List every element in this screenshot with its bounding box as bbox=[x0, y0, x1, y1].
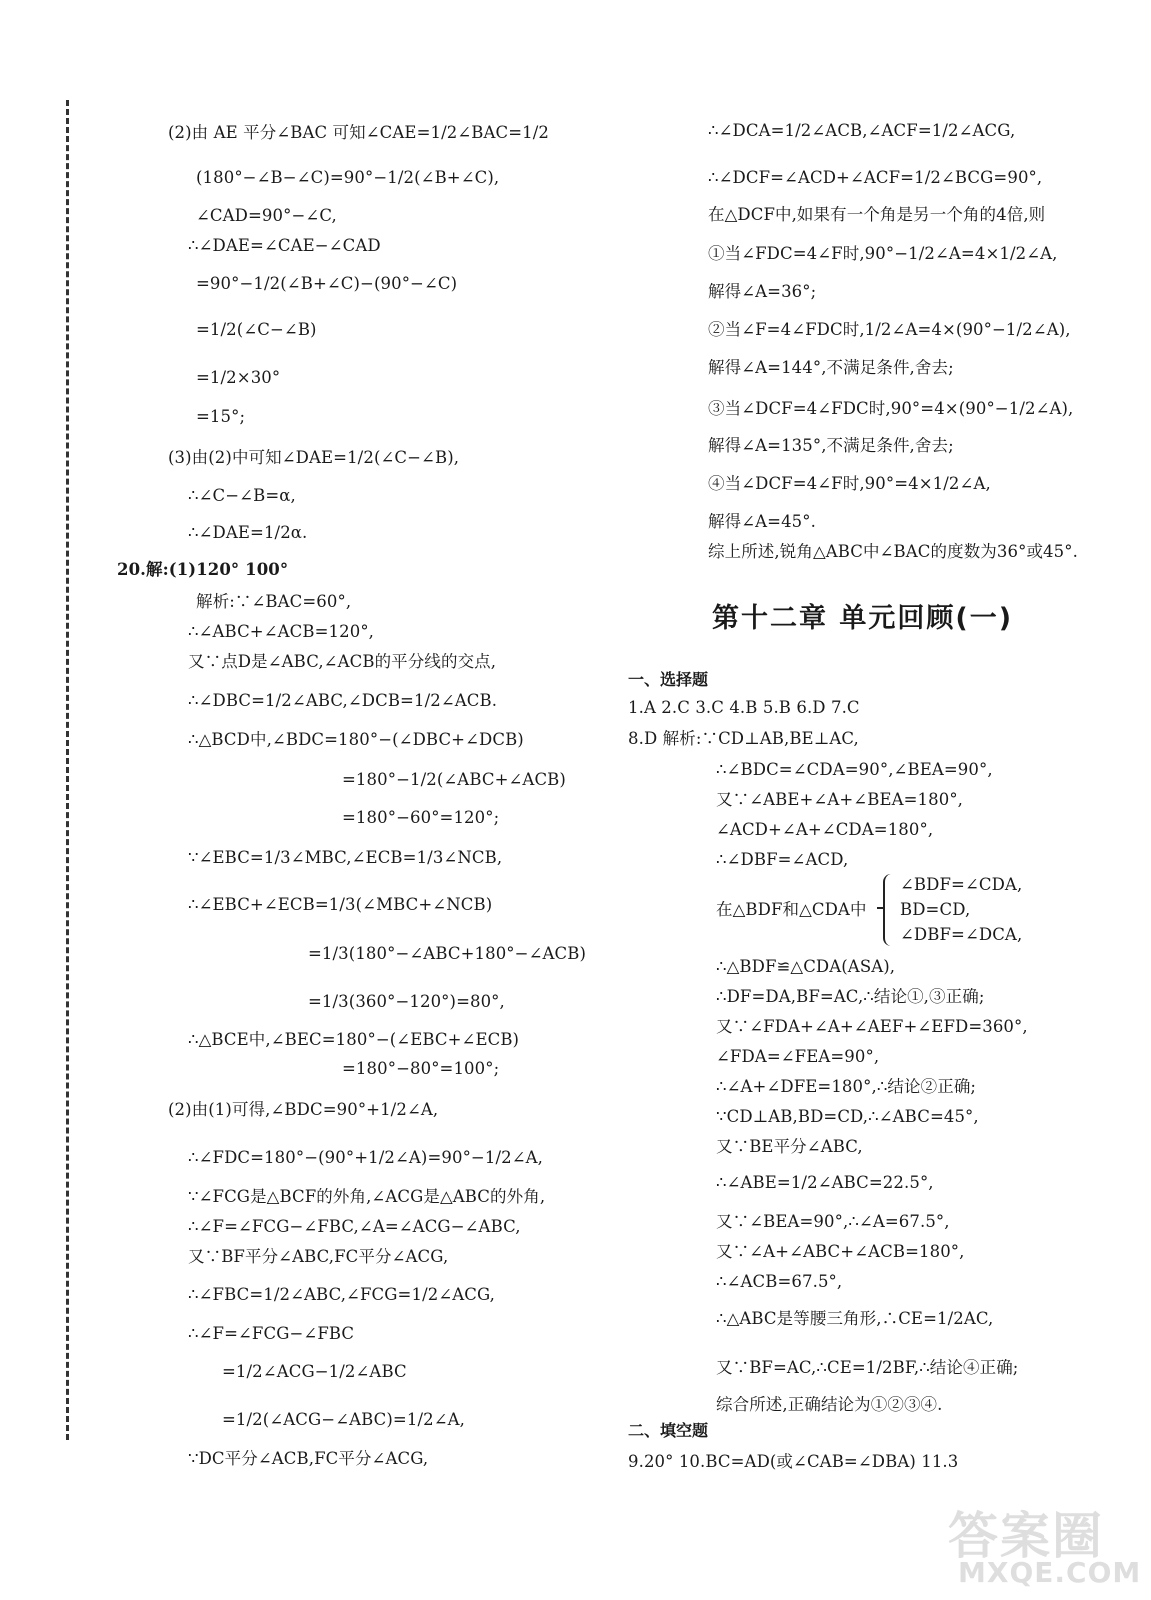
text-line: 综合所述,正确结论为①②③④. bbox=[716, 1395, 943, 1414]
text-line: (180°−∠B−∠C)=90°−1/2(∠B+∠C), bbox=[196, 168, 500, 187]
text-line: 又∵∠ABE+∠A+∠BEA=180°, bbox=[716, 790, 964, 809]
text-line: 9.20° 10.BC=AD(或∠CAB=∠DBA) 11.3 bbox=[628, 1452, 959, 1471]
text-line: =1/2∠ACG−1/2∠ABC bbox=[222, 1362, 407, 1381]
text-line: ∴∠DAE=1/2α. bbox=[188, 523, 308, 542]
text-line: ∴DF=DA,BF=AC,∴结论①,③正确; bbox=[716, 987, 985, 1006]
text-line: ∴∠BDC=∠CDA=90°,∠BEA=90°, bbox=[716, 760, 993, 779]
text-line: ∴∠A+∠DFE=180°,∴结论②正确; bbox=[716, 1077, 977, 1096]
text-line: ∴∠DCA=1/2∠ACB,∠ACF=1/2∠ACG, bbox=[708, 121, 1016, 140]
text-line: 又∵BF=AC,∴CE=1/2BF,∴结论④正确; bbox=[716, 1358, 1019, 1377]
text-line: ∴∠DBF=∠ACD, bbox=[716, 850, 849, 869]
text-line: ∠FDA=∠FEA=90°, bbox=[716, 1047, 880, 1066]
text-line: 又∵∠A+∠ABC+∠ACB=180°, bbox=[716, 1242, 965, 1261]
section-choice-heading: 一、选择题 bbox=[628, 670, 709, 689]
chapter-title: 第十二章 单元回顾(一) bbox=[712, 603, 1014, 634]
text-line: 又∵∠FDA+∠A+∠AEF+∠EFD=360°, bbox=[716, 1017, 1028, 1036]
text-line: ∴△BDF≌△CDA(ASA), bbox=[716, 957, 896, 976]
section-fill-heading: 二、填空题 bbox=[628, 1421, 709, 1440]
text-line: ∴∠FDC=180°−(90°+1/2∠A)=90°−1/2∠A, bbox=[188, 1148, 543, 1167]
text-line: ∵∠FCG是△BCF的外角,∠ACG是△ABC的外角, bbox=[188, 1187, 546, 1206]
text-line: =1/2(∠C−∠B) bbox=[196, 320, 317, 339]
cut-line bbox=[66, 100, 69, 1440]
system-brace bbox=[883, 874, 893, 946]
text-line: ①当∠FDC=4∠F时,90°−1/2∠A=4×1/2∠A, bbox=[708, 244, 1058, 263]
watermark-site: MXQE.COM bbox=[958, 1556, 1142, 1589]
text-line: (2)由 AE 平分∠BAC 可知∠CAE=1/2∠BAC=1/2 bbox=[168, 123, 550, 142]
text-line: 综上所述,锐角△ABC中∠BAC的度数为36°或45°. bbox=[708, 542, 1078, 561]
text-line: =180°−80°=100°; bbox=[342, 1059, 500, 1078]
text-line: ∵∠EBC=1/3∠MBC,∠ECB=1/3∠NCB, bbox=[188, 848, 503, 867]
text-line: ③当∠DCF=4∠FDC时,90°=4×(90°−1/2∠A), bbox=[708, 399, 1074, 418]
text-line: ∴∠ABC+∠ACB=120°, bbox=[188, 622, 375, 641]
text-line: ∴∠DBC=1/2∠ABC,∠DCB=1/2∠ACB. bbox=[188, 691, 498, 710]
text-line: ∠DBF=∠DCA, bbox=[900, 925, 1023, 944]
text-line: ∴∠DCF=∠ACD+∠ACF=1/2∠BCG=90°, bbox=[708, 168, 1043, 187]
text-line: ∠CAD=90°−∠C, bbox=[196, 206, 337, 225]
text-line: 解得∠A=144°,不满足条件,舍去; bbox=[708, 358, 954, 377]
text-line: =1/3(180°−∠ABC+180°−∠ACB) bbox=[308, 944, 587, 963]
text-line: ∴∠F=∠FCG−∠FBC,∠A=∠ACG−∠ABC, bbox=[188, 1217, 521, 1236]
text-line: =180°−60°=120°; bbox=[342, 808, 500, 827]
text-line: 在△DCF中,如果有一个角是另一个角的4倍,则 bbox=[708, 205, 1046, 224]
text-line: 又∵∠BEA=90°,∴∠A=67.5°, bbox=[716, 1212, 950, 1231]
text-line: =90°−1/2(∠B+∠C)−(90°−∠C) bbox=[196, 274, 458, 293]
text-line: 又∵BE平分∠ABC, bbox=[716, 1137, 863, 1156]
text-line: ∴∠ABE=1/2∠ABC=22.5°, bbox=[716, 1173, 934, 1192]
text-line: ∵CD⊥AB,BD=CD,∴∠ABC=45°, bbox=[716, 1107, 979, 1126]
text-line: ∴△BCD中,∠BDC=180°−(∠DBC+∠DCB) bbox=[188, 730, 524, 749]
text-line: 1.A 2.C 3.C 4.B 5.B 6.D 7.C bbox=[628, 698, 860, 717]
text-line: 8.D 解析:∵CD⊥AB,BE⊥AC, bbox=[628, 729, 859, 748]
text-line: (3)由(2)中可知∠DAE=1/2(∠C−∠B), bbox=[168, 448, 460, 467]
text-line: ∴∠FBC=1/2∠ABC,∠FCG=1/2∠ACG, bbox=[188, 1285, 496, 1304]
text-line: ∠ACD+∠A+∠CDA=180°, bbox=[716, 820, 934, 839]
text-line: ∴∠F=∠FCG−∠FBC bbox=[188, 1324, 355, 1343]
text-line: 解得∠A=36°; bbox=[708, 282, 817, 301]
text-line: ∴△BCE中,∠BEC=180°−(∠EBC+∠ECB) bbox=[188, 1030, 520, 1049]
text-line: 解得∠A=45°. bbox=[708, 512, 816, 531]
text-line: =1/3(360°−120°)=80°, bbox=[308, 992, 505, 1011]
text-line: ∠BDF=∠CDA, bbox=[900, 875, 1023, 894]
text-line: 又∵BF平分∠ABC,FC平分∠ACG, bbox=[188, 1247, 449, 1266]
text-line: ∴△ABC是等腰三角形,∴CE=1/2AC, bbox=[716, 1309, 994, 1328]
text-line: ∵DC平分∠ACB,FC平分∠ACG, bbox=[188, 1449, 429, 1468]
text-line: =15°; bbox=[196, 407, 246, 426]
text-line: 20.解:(1)120° 100° bbox=[117, 560, 289, 579]
text-line: ∴∠DAE=∠CAE−∠CAD bbox=[188, 236, 381, 255]
text-line: =1/2×30° bbox=[196, 368, 281, 387]
text-line: ∴∠C−∠B=α, bbox=[188, 486, 296, 505]
text-line: =180°−1/2(∠ABC+∠ACB) bbox=[342, 770, 566, 789]
text-line: 解得∠A=135°,不满足条件,舍去; bbox=[708, 436, 954, 455]
text-line: ∴∠EBC+∠ECB=1/3(∠MBC+∠NCB) bbox=[188, 895, 493, 914]
text-line: BD=CD, bbox=[900, 900, 971, 919]
watermark-word: 答案圈 bbox=[948, 1507, 1104, 1565]
text-line: =1/2(∠ACG−∠ABC)=1/2∠A, bbox=[222, 1410, 465, 1429]
text-line: (2)由(1)可得,∠BDC=90°+1/2∠A, bbox=[168, 1100, 439, 1119]
text-line: 在△BDF和△CDA中 bbox=[716, 900, 867, 919]
watermark-logo bbox=[948, 1496, 1142, 1594]
text-line: ②当∠F=4∠FDC时,1/2∠A=4×(90°−1/2∠A), bbox=[708, 320, 1071, 339]
text-line: 又∵点D是∠ABC,∠ACB的平分线的交点, bbox=[188, 652, 497, 671]
text-line: 解析:∵∠BAC=60°, bbox=[196, 592, 352, 611]
text-line: ④当∠DCF=4∠F时,90°=4×1/2∠A, bbox=[708, 474, 991, 493]
text-line: ∴∠ACB=67.5°, bbox=[716, 1272, 843, 1291]
